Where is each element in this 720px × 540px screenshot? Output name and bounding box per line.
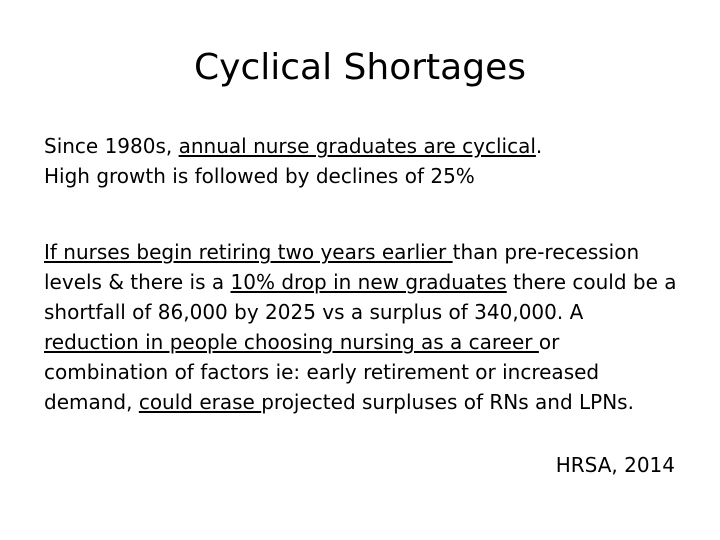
citation: HRSA, 2014 <box>555 453 675 477</box>
underlined-text: If nurses begin retiring two years earlier <box>44 240 453 264</box>
text-segment: . <box>535 134 543 158</box>
underlined-text: annual nurse graduates are cyclical <box>178 134 536 158</box>
text-segment: projected surpluses of RNs and LPNs. <box>261 390 634 414</box>
underlined-text: could erase <box>138 390 262 414</box>
underlined-text: 10% drop in new graduates <box>230 270 507 294</box>
paragraph-graduates-cyclical <box>44 131 684 191</box>
paragraph-shortfall-projection <box>44 237 684 417</box>
text-segment: High growth is followed by declines of 25% <box>44 164 475 188</box>
text-segment: than pre-recession levels & there is a <box>44 240 640 294</box>
text-segment: Since 1980s, <box>44 134 179 158</box>
underlined-text: reduction in people choosing nursing as a career <box>44 330 539 354</box>
slide-title: Cyclical Shortages <box>194 47 526 88</box>
text-segment: there could be a shortfall of 86,000 by 2025 vs a surplus of 340,000. A <box>44 270 677 324</box>
text-segment: or combination of factors ie: early retirement or increased demand, <box>44 330 600 414</box>
